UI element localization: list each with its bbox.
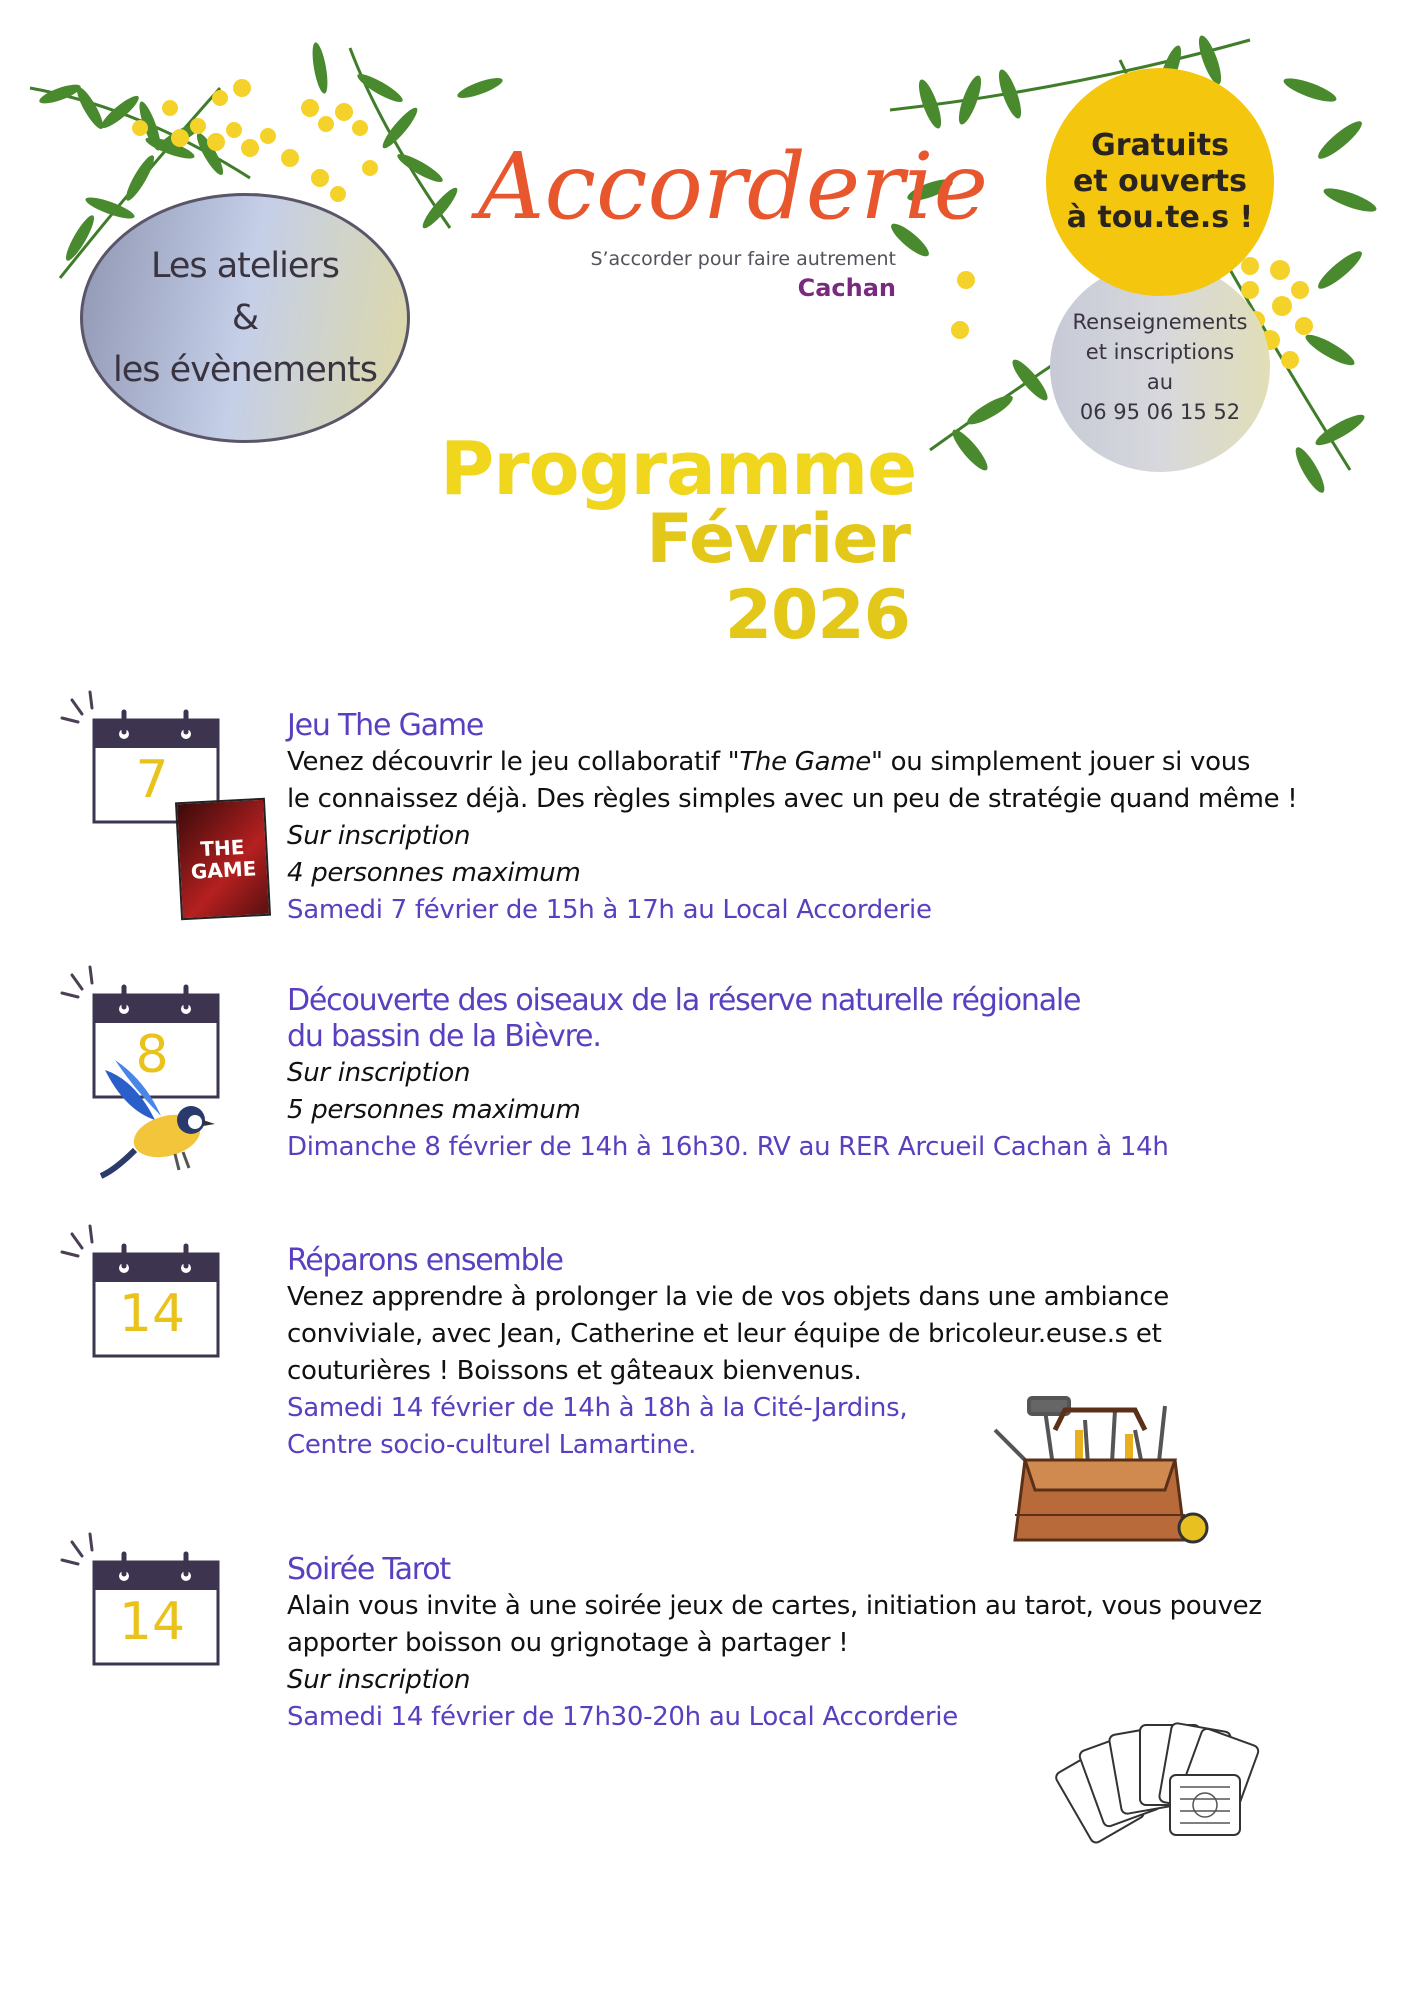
- badge-line-1: Gratuits: [1091, 128, 1229, 163]
- event-description: [287, 744, 1367, 781]
- registration-note: Sur inscription: [287, 1058, 471, 1088]
- the-game-box-image: [175, 798, 271, 921]
- programme-title: Programme: [440, 426, 917, 512]
- desc-text-end: " ou simplement jouer si vous: [870, 747, 1251, 777]
- calendar-icon: [60, 1222, 220, 1362]
- ellipse-line-2: &: [231, 298, 259, 338]
- tarot-cards-icon: [1060, 1715, 1280, 1845]
- calendar-day: 8: [135, 1025, 169, 1085]
- badge-line-3: à tou.te.s !: [1066, 200, 1254, 235]
- game-name: The Game: [739, 747, 871, 777]
- city-name: Cachan: [797, 274, 896, 302]
- event-when: Dimanche 8 février de 14h à 16h30. RV au RER Arcueil Cachan à 14h: [287, 1132, 1169, 1162]
- info-line-3: au: [1146, 370, 1174, 394]
- event-title: Soirée Tarot: [287, 1552, 450, 1587]
- ellipse-line-1: Les ateliers: [150, 246, 340, 286]
- ellipse-line-3: les évènements: [113, 350, 377, 390]
- registration-note: Sur inscription: [287, 1665, 471, 1695]
- free-badge: [1046, 68, 1274, 296]
- event-description-line3: couturières ! Boissons et gâteaux bienvenus.: [287, 1356, 862, 1386]
- event-birds: [287, 983, 1367, 1166]
- event-description-line2: apporter boisson ou grignotage à partager !: [287, 1628, 849, 1658]
- calendar-day: 14: [118, 1592, 186, 1652]
- event-when: Samedi 7 février de 15h à 17h au Local Accorderie: [287, 895, 932, 925]
- logo-text: Accorderie: [478, 133, 989, 240]
- event-title: Jeu The Game: [287, 708, 484, 743]
- event-when-line2: Centre socio-culturel Lamartine.: [287, 1430, 697, 1460]
- calendar-day: 7: [135, 750, 169, 810]
- event-title-line2: du bassin de la Bièvre.: [287, 1019, 601, 1054]
- calendar-day: 14: [118, 1284, 186, 1344]
- capacity-note: 4 personnes maximum: [287, 858, 581, 888]
- info-line-1: Renseignements: [1072, 310, 1248, 334]
- info-line-2: et inscriptions: [1085, 340, 1235, 364]
- calendar-icon: [60, 1530, 220, 1670]
- blue-tit-bird-icon: [95, 1050, 225, 1180]
- event-when-line1: Samedi 14 février de 14h à 18h à la Cité-Jardins,: [287, 1393, 908, 1423]
- accorderie-logo: [478, 118, 989, 248]
- badge-line-2: et ouverts: [1073, 164, 1247, 199]
- tagline: S’accorder pour faire autrement: [590, 248, 896, 270]
- event-title-line1: Découverte des oiseaux de la réserve naturelle régionale: [287, 983, 1081, 1018]
- desc-text: Venez découvrir le jeu collaboratif ": [287, 747, 740, 777]
- programme-month: Février 2026: [646, 500, 910, 655]
- event-when: Samedi 14 février de 17h30-20h au Local Accorderie: [287, 1702, 958, 1732]
- registration-note: Sur inscription: [287, 821, 471, 851]
- event-the-game: [287, 708, 1367, 929]
- phone-number: 06 95 06 15 52: [1079, 400, 1241, 424]
- event-tarot: [287, 1552, 1367, 1736]
- event-description-line1: Alain vous invite à une soirée jeux de cartes, initiation au tarot, vous pouvez: [287, 1591, 1262, 1621]
- header-ellipse: [80, 193, 410, 443]
- toolbox-icon: [985, 1390, 1215, 1560]
- event-title: Réparons ensemble: [287, 1243, 563, 1278]
- game-box-label: THE GAME: [190, 834, 257, 884]
- event-description-line2: conviviale, avec Jean, Catherine et leur équipe de bricoleur.euse.s et: [287, 1319, 1162, 1349]
- capacity-note: 5 personnes maximum: [287, 1095, 581, 1125]
- event-description-line2: le connaissez déjà. Des règles simples avec un peu de stratégie quand même !: [287, 784, 1298, 814]
- event-description-line1: Venez apprendre à prolonger la vie de vos objets dans une ambiance: [287, 1282, 1169, 1312]
